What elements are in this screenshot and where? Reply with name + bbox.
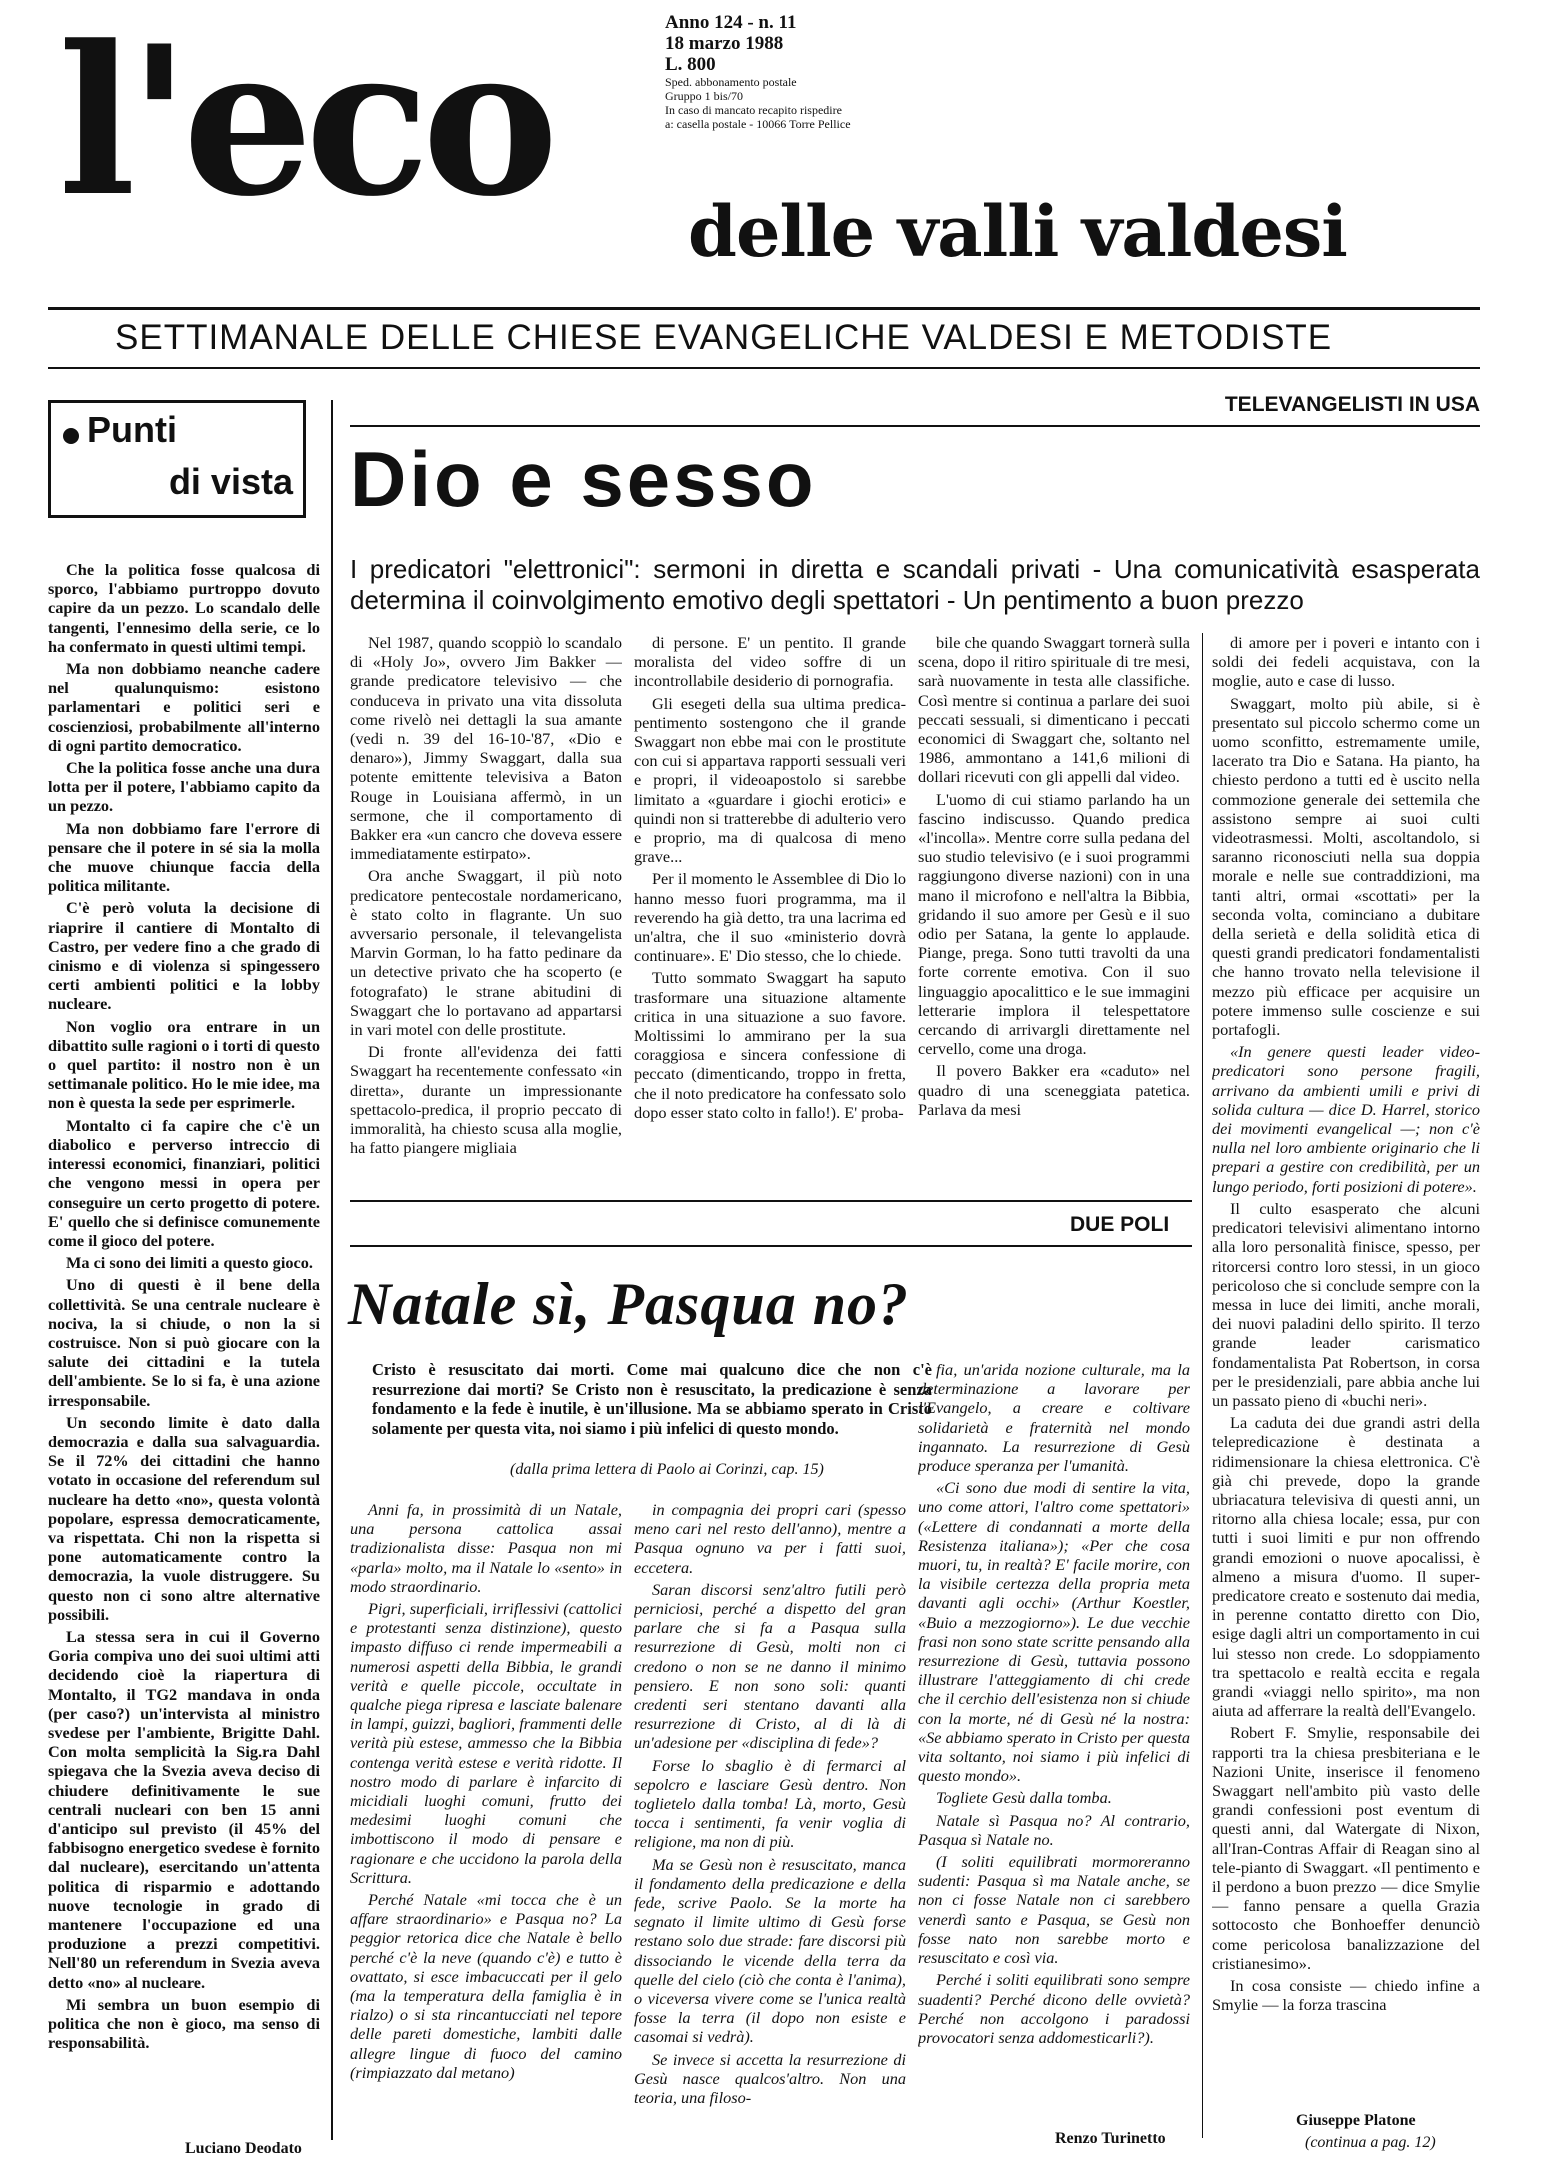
editorial-paragraph: Mi sembra un buon esempio di politica che non è gioco, ma senso di responsabilità. [48,1994,320,2053]
article1-paragraph: La caduta dei due grandi astri della telepredicazione è destinata a ridimensionare la chiesa elettronica. C'è già chi prevede, dopo la grande ubriacatura televisiva di questi anni, un ritorno alla chiesa locale; essa, pur con tutti i suoi limiti e pur non offrendo grandi emozioni o nuove apocalissi, è almeno a misura d'uomo. Il super-predicatore creato e sostenuto dai media, in perenne contatto diretto con Dio, esige dagli altri un comportamento in cui lui stesso non crede. Lo sdoppiamento tra spettacolo e realtà eccita e regala grandi «viaggi nello spirito», ma non aiuta ad afferrare la realtà dell'Evangelo. [1212,1413,1480,1721]
article1-paragraph: Tutto sommato Swaggart ha saputo trasformare una situazione altamente critica in una situazione a suo favore. Moltissimi lo ammirano per la sua coraggiosa e sincera confessione di peccato (dimenticando, troppo in fretta, che il noto predicatore ha confessato solo dopo esser stato colto in fallo!). E' proba- [634,968,906,1122]
issue-number: Anno 124 - n. 11 [665,12,797,33]
tagline-rule [48,367,1480,369]
article2-column-2 [634,1500,906,2140]
postal-line: Sped. abbonamento postale [665,75,797,89]
postal-line: a: casella postale - 10066 Torre Pellice [665,117,851,131]
article1-paragraph: L'uomo di cui stiamo parlando ha un fascino indiscusso. Quando predica «l'incolla». Mentre corre sulla pedana del suo studio televisivo (e i suoi programmi raggiungono diverse nazioni) con in una mano il microfono e nell'altra la Bibbia, gridando il suo amore per Gesù e il suo odio per Satana, la gente lo applaude. Piange, prega. Sono tutti travolti da una forte corrente emotiva. Con il suo linguaggio apocalittico e le sue immagini letterarie implora il telespettatore cercando di arrivargli direttamente nel cervello, come una droga. [918,789,1190,1059]
punti-di-vista-box [48,400,306,518]
article2-author: Renzo Turinetto [1055,2130,1166,2147]
editorial-paragraph: Ma non dobbiamo fare l'errore di pensare che il potere in sé sia la molla che muove chiunque faccia della politica militante. [48,818,320,896]
article1-standfirst: I predicatori "elettronici": sermoni in diretta e scandali privati - Una comunicatività esasperata determina il coinvolgimento emotivo degli spettatori - Un pentimento a buon prezzo [350,554,1480,615]
article2-headline: Natale sì, Pasqua no? [348,1271,910,1337]
article1-column-4 [1212,633,1480,2103]
editorial-author: Luciano Deodato [185,2140,302,2157]
article1-paragraph: Di fronte all'evidenza dei fatti Swaggart ha recentemente confessato «in diretta», durante un impressionante spettacolo-predica, il proprio peccato di immoralità, ha chiesto scusa alla moglie, ha fatto piangere migliaia [350,1042,622,1158]
editorial-paragraph: La stessa sera in cui il Governo Goria compiva uno dei suoi ultimi atti decidendo cioè la riapertura di Montalto, il TG2 mandava in onda (per caso?) un'intervista al ministro svedese per l'ambiente, Brigitte Dahl. Con molta semplicità la Sig.ra Dahl spiegava che la Svezia aveva deciso di chiudere definitivamente le sue centrali nucleari con ben 15 anni d'anticipo sul previsto (il 45% del fabbisogno energetico svedese è fornito dal nucleare), esercitando un'attenta politica di risparmio e adottando nuove tecnologie in grado di mantenere l'occupazione ed una produzione a prezzi competitivi. Nell'80 un referendum in Svezia aveva detto «no» al nucleare. [48,1626,320,1992]
article1-kicker: TELEVANGELISTI IN USA [1224,393,1480,416]
article1-paragraph: In cosa consiste — chiedo infine a Smylie — la forza trascina [1212,1976,1480,2015]
masthead-tagline: SETTIMANALE DELLE CHIESE EVANGELICHE VALDESI E METODISTE [115,318,1333,357]
punti-label: Punti [87,409,177,450]
article2-paragraph: Forse lo sbaglio è di fermarci al sepolcro e lasciare Gesù dentro. Non toglietelo dalla tomba! Là, morto, Gesù tocca i sentimenti, fa venir voglia di religione, ma non di più. [634,1755,906,1852]
editorial-paragraph: Che la politica fosse anche una dura lotta per il potere, l'abbiamo capito da un pezzo. [48,758,320,816]
issue-info [665,12,965,131]
article1-column-2 [634,633,906,1193]
article2-epigraph: Cristo è resuscitato dai morti. Come mai qualcuno dice che non c'è resurrezione dai morti? Se Cristo non è resuscitato, la predicazione è senza fondamento e la fede è inutile, è un'illusione. Ma se abbiamo sperato in Cristo solamente per questa vita, noi siamo i più infelici di questo mondo. [372,1360,932,1438]
article1-paragraph: Per il momento le Assemblee di Dio lo hanno messo fuori programma, ma il reverendo ha già detto, tra una lacrima ed un'altra, che il suo «ministerio dovrà continuare». E' Dio stesso, che lo chiede. [634,869,906,966]
article1-paragraph: «In genere questi leader video-predicatori sono persone fragili, arrivano da ambienti umili e privi di solida cultura — dice D. Harrel, storico dei movimenti evangelical —; non c'è nulla nel loro ambiente originario che li prepari a gestire con credibilità, per un lungo periodo, forti posizioni di potere». [1212,1042,1480,1196]
article1-rule [350,425,1480,427]
article2-top-rule [350,1200,1192,1202]
column-divider [1202,633,1203,2138]
article1-paragraph: Il povero Bakker era «caduto» nel quadro di una sceneggiata patetica. Parlava da mesi [918,1061,1190,1119]
article2-epigraph-source: (dalla prima lettera di Paolo ai Corinzi, cap. 15) [510,1461,824,1478]
punti-label: di vista [168,461,293,502]
masthead-logo: l'eco [58,2,551,242]
article2-paragraph: Ma se Gesù non è resuscitato, manca il fondamento della predicazione e della fede, scrive Paolo. Se la morte ha segnato il limite ultimo di Gesù forse restano solo due strade: fare discorsi più dissociando le vicende della terra da quelle del cielo (ciò che conta è l'anima), o viceversa vivere come se l'unica realtà fosse la terra (il dopo non esiste e casomai si vedrà). [634,1854,906,2047]
editorial-column [48,560,320,2140]
editorial-paragraph: Ma non dobbiamo neanche cadere nel qualunquismo: esistono parlamentari e politici seri e coscienziosi, probabilmente all'interno di ogni partito democratico. [48,659,320,755]
article2-paragraph: fia, un'arida nozione culturale, ma la determinazione a lavorare per l'Evangelo, a creare e coltivare solidarietà e fraternità nel mondo ingannato. La resurrezione di Gesù produce speranza per l'umanità. [918,1360,1190,1476]
masthead-subtitle: delle valli valdesi [688,190,1347,273]
article2-paragraph: (I soliti equilibrati mormoreranno sudenti: Pasqua sì ma Natale anche, se non ci fosse Natale non ci sarebbero venerdì santo e Pasqua, se Gesù non fosse nato non sarebbe morto e resuscitato e così via. [918,1852,1190,1968]
article2-paragraph: Perché Natale «mi tocca che è un affare straordinario» e Pasqua no? La peggior retorica dice che Natale è bello perché c'è la neve (quando c'è) e tutto è ovattato, si esce imbacuccati per il gelo (ma la temperatura della famiglia è in rialzo) o si sta rincantucciati nel tepore delle pareti domestiche, lambiti dalle allegre lingue di fuoco del camino (rimpiazzato dal metano) [350,1890,622,2082]
issue-date: 18 marzo 1988 [665,33,784,54]
article2-paragraph: Perché i soliti equilibrati sono sempre suadenti? Perché dicono delle ovvietà? Perché non accolgono i paradossi provocatori senza addomesticarli?). [918,1970,1190,2047]
article1-column-1 [350,633,622,1193]
article2-column-3 [918,1360,1190,2110]
article2-paragraph: Saran discorsi senz'altro futili però perniciosi, perché a dispetto del gran parlare che si fa a Pasqua sulla resurrezione di Gesù, molti non ci credono o non se ne danno il minimo pensiero. E non sono soli: quanti credenti seri stentano davanti alla resurrezione di Cristo, al di là di un'adesione per «disciplina di fede»? [634,1579,906,1753]
postal-line: In caso di mancato recapito rispedire [665,103,842,117]
article1-paragraph: Swaggart, molto più abile, si è presentato sul piccolo schermo come un uomo sconfitto, estremamente umile, lacerato tra Dio e Satana. Ha pianto, ha chiesto perdono a tutti ed è uscito nella commozione generale dei settemila che assistono sempre ai suoi culti videotrasmessi. Molti, ascoltandolo, si saranno riconosciuti nella sua doppia morale e nelle sue contraddizioni, ma tanti altri, ormai «scottati» per la seconda volta, cominciano a dubitare della serietà e della solidità etica di questi grandi predicatori fondamentalisti che hanno trovato nella televisione il mezzo più efficace per acquisire un potere immenso sulle coscienze e sui portafogli. [1212,693,1480,1040]
article2-paragraph: Anni fa, in prossimità di un Natale, una persona cattolica assai tradizionalista disse: Pasqua non mi «parla» molto, ma il Natale lo «sento» in modo straordinario. [350,1500,622,1596]
editorial-paragraph: Ma ci sono dei limiti a questo gioco. [66,1253,313,1273]
article2-kicker: DUE POLI [1070,1213,1170,1236]
article1-paragraph: di persone. E' un pentito. Il grande moralista del video soffre di un incontrollabile desiderio di pornografia. [634,633,906,691]
masthead-rule [48,307,1480,310]
postal-line: Gruppo 1 bis/70 [665,89,743,103]
column-divider [331,400,333,2140]
editorial-paragraph: C'è però voluta la decisione di riaprire il cantiere di Montalto di Castro, per vedere fino a che grado di cinismo e di violenza si spingessero certi ambienti politici e la lobby nucleare. [48,898,320,1014]
article2-paragraph: Togliete Gesù dalla tomba. [936,1788,1112,1808]
editorial-paragraph: Uno di questi è il bene della collettività. Se una centrale nucleare è nociva, la si chiude, o non la si costruisce. Non si può giocare con la salute dei cittadini e la tutela dell'ambiente. Se lo si fa, è una azione irresponsabile. [48,1275,320,1410]
article2-paragraph: Pigri, superficiali, irriflessivi (cattolici e protestanti senza distinzione), questo impasto diffuso ci rende impermeabili a numerosi aspetti della Bibbia, le grandi verità e quelle piccole, occultate in qualche piega ripresa e lasciate balenare in lampi, guizzi, bagliori, frammenti delle verità più estese, ammesso che la Bibbia contenga verità estese e verità ridotte. Il nostro modo di parlare è infarcito di micidiali luoghi comuni, frutto dei medesimi luoghi comuni che imbottiscono il modo di pensare e ragionare e che uccidono la parola della Scrittura. [350,1599,622,1887]
article2-rule [350,1245,1192,1247]
article1-paragraph: Robert F. Smylie, responsabile dei rapporti tra la chiesa presbiteriana e le Nazioni Unite, inserisce il fenomeno Swaggart nell'ambito più vasto delle grandi confessioni post eventum di questi anni, dal Watergate di Nixon, all'Iran-Contras Affair di Reagan sino al tele-pianto di Swaggart. «Il pentimento e il perdono a buon prezzo — dice Smylie — fanno pensare a quella Grazia sottocosto che Bonhoeffer denunciò come pericolosa banalizzazione del cristianesimo». [1212,1723,1480,1973]
editorial-paragraph: Che la politica fosse qualcosa di sporco, l'abbiamo purtroppo dovuto capire da un pezzo. Lo scandalo delle tangenti, l'ennesimo della serie, ce lo ha confermato in questi ultimi tempi. [48,560,320,656]
article1-column-3 [918,633,1190,1193]
article2-paragraph: Se invece si accetta la resurrezione di Gesù nasce qualcos'altro. Non una teoria, una filoso- [634,2049,906,2108]
article2-column-1 [350,1500,622,2140]
article2-paragraph: Natale sì Pasqua no? Al contrario, Pasqua sì Natale no. [918,1810,1190,1849]
editorial-paragraph: Montalto ci fa capire che c'è un diabolico e perverso intreccio di interessi economici, finanziari, politici che vengono messi in opera per conseguire un certo progetto di potere. E' quello che si definisce comunemente come il gioco del potere. [48,1115,320,1250]
article2-paragraph: in compagnia dei propri cari (spesso meno cari nel resto dell'anno), mentre a Pasqua ognuno va per i fatti suoi, eccetera. [634,1500,906,1577]
article1-paragraph: bile che quando Swaggart tornerà sulla scena, dopo il ritiro spirituale di tre mesi, sarà nuovamente in testa alle classifiche. Così mentre si continua a parlare dei suoi peccati sessuali, si dimenticano i peccati economici di Swaggart che, soltanto nel 1986, ammontano a 141,6 milioni di dollari ricevuti con gli appelli dal video. [918,633,1190,787]
article1-paragraph: Gli esegeti della sua ultima predica-pentimento sostengono che il grande Swaggart non ebbe mai con le prostitute con cui si appartava rapporti sessuali veri e propri, il videoapostolo si sarebbe limitato a «guardare i giochi erotici» e quindi non si tratterebbe di adulterio vero e proprio, ma di qualcosa di meno grave... [634,693,906,867]
editorial-paragraph: Non voglio ora entrare in un dibattito sulle ragioni o i torti di questo o quel partito: il nostro non è un settimanale politico. Ho le mie idee, ma non è questa la sede per esprimerle. [48,1016,320,1113]
article1-headline: Dio e sesso [350,435,817,523]
article1-author: Giuseppe Platone [1296,2112,1416,2129]
bullet-icon [63,428,79,444]
editorial-paragraph: Un secondo limite è dato dalla democrazia e dalla sua salvaguardia. Se il 72% dei cittadini che hanno votato in occasione del referendum sul nucleare ha detto «no», questa volontà popolare, espressa democraticamente, va rispettata. Chi non la rispetta si pone automaticamente contro la democrazia, la vuole distruggere. Su questo non ci sono altre alternative possibili. [48,1412,320,1624]
continued-note: (continua a pag. 12) [1305,2134,1436,2151]
article2-paragraph: «Ci sono due modi di sentire la vita, uno come attori, l'altro come spettatori» («Lettere di condannati a morte della Resistenza italiana»); «Per che cosa muori, tu, in realtà? E' facile morire, con la visibile certezza della propria meta davanti agli occhi» (Arthur Koestler, «Buio a mezzogiorno»). Le due vecchie frasi non sono state scritte pensando alla resurrezione di Gesù, tuttavia possono illustrare l'atteggiamento di chi crede che il cerchio dell'esistenza non si chiude con la morte, né di Gesù né la nostra: «Se abbiamo sperato in Cristo per questa vita soltanto, noi siamo i più infelici di questo mondo». [918,1478,1190,1786]
article1-paragraph: Nel 1987, quando scoppiò lo scandalo di «Holy Jo», ovvero Jim Bakker — grande predicatore televisivo — che conduceva in privato una vita dissoluta come rivelò nei dettagli la sua amante (vedi n. 39 del 16-10-'87, «Dio e denaro»), Jimmy Swaggart, dalla sua potente emittente televisiva a Baton Rouge in Louisiana affermò, in un sermone, che il comportamento di Bakker era «un cancro che doveva essere immediatamente estirpato». [350,633,622,864]
article1-paragraph: Il culto esasperato che alcuni predicatori televisivi alimentano intorno alla loro personalità finisce, spesso, per ritorcersi contro loro stessi, in un gioco pericoloso che si conclude sempre con la messa in luce dei limiti, anche morali, dei nuovi paladini dello spirito. Il terzo grande leader carismatico fondamentalista Pat Robertson, in corsa per le presidenziali, pare abbia anche lui un passato pieno di «buchi neri». [1212,1198,1480,1410]
article1-paragraph: di amore per i poveri e intanto con i soldi dei fedeli acquistava, con la moglie, auto e case di lusso. [1212,633,1480,691]
issue-price: L. 800 [665,54,716,75]
article1-paragraph: Ora anche Swaggart, il più noto predicatore pentecostale nordamericano, è stato colto in flagrante. Un suo avversario personale, il televangelista Marvin Gorman, lo ha fatto pedinare da un detective privato che ha scoperto (e fotografato) le strane abitudini di Swaggart che lo portavano ad appartarsi in vari motel con delle prostitute. [350,866,622,1040]
